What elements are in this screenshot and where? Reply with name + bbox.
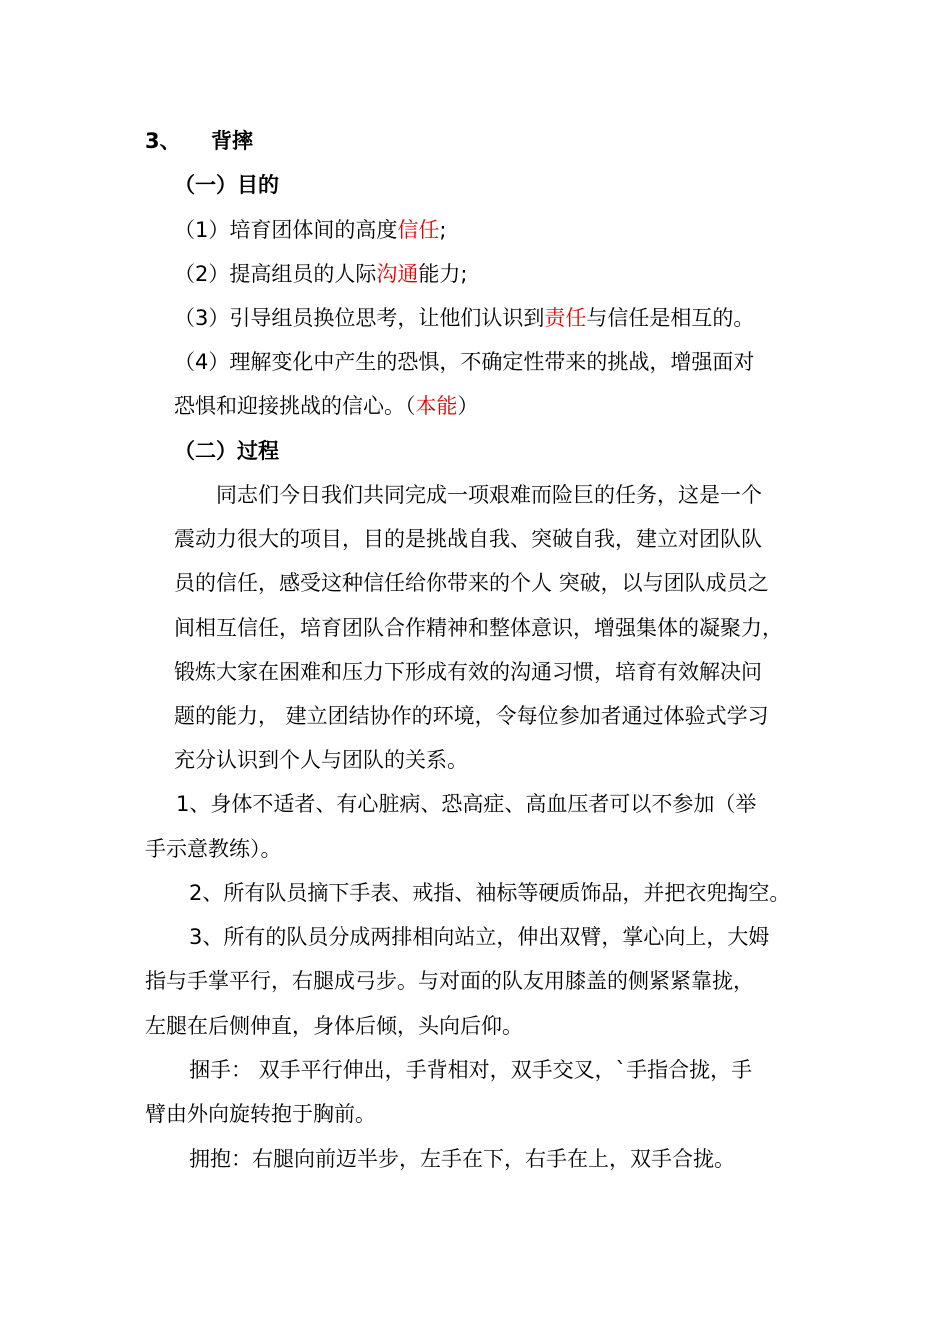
purpose-item-2-text: （2）提高组员的人际 (174, 262, 377, 286)
process-paragraph-line: 锻炼大家在困难和压力下形成有效的沟通习惯，培育有效解决问 (174, 660, 762, 684)
section-title-process: （二）过程 (174, 439, 279, 463)
process-paragraph-line: 同志们今日我们共同完成一项艰难而险巨的任务，这是一个 (216, 483, 762, 507)
heading-title: 背摔 (211, 129, 253, 153)
purpose-item-4-text: 恐惧和迎接挑战的信心。（ (174, 394, 416, 418)
purpose-item-3-text: （3）引导组员换位思考，让他们认识到 (174, 306, 545, 330)
section-title-purpose: （一）目的 (174, 173, 279, 197)
purpose-item-3 (174, 304, 754, 332)
purpose-item-2 (174, 260, 467, 288)
heading-number: 3、 (145, 129, 181, 153)
rule-1-line-1: 1、身体不适者、有心脏病、恐高症、高血压者可以不参加（举 (176, 792, 757, 816)
process-paragraph-line: 题的能力， 建立团结协作的环境，令每位参加者通过体验式学习 (174, 704, 769, 728)
bind-hands-line-1: 捆手： 双手平行伸出，手背相对，双手交叉，`手指合拢，手 (189, 1058, 753, 1082)
rule-3-line-1: 3、所有的队员分成两排相向站立，伸出双臂，掌心向上，大姆 (189, 925, 770, 949)
purpose-item-4-suffix: ） (457, 394, 479, 418)
purpose-item-4-line-2 (174, 392, 479, 420)
process-paragraph-line: 震动力很大的项目，目的是挑战自我、突破自我，建立对团队队 (174, 527, 762, 551)
purpose-item-2-suffix: 能力; (418, 262, 468, 286)
purpose-item-1 (174, 216, 446, 244)
process-paragraph-line: 间相互信任，培育团队合作精神和整体意识，增强集体的凝聚力， (174, 616, 783, 640)
rule-3-line-3: 左腿在后侧伸直，身体后倾，头向后仰。 (145, 1014, 523, 1038)
purpose-item-4-line-1: （4）理解变化中产生的恐惧，不确定性带来的挑战，增强面对 (174, 350, 755, 374)
hug-line: 拥抱：右腿向前迈半步，左手在下，右手在上，双手合拢。 (189, 1147, 735, 1171)
process-paragraph-line: 充分认识到个人与团队的关系。 (174, 748, 468, 772)
rule-1-line-2: 手示意教练）。 (145, 837, 282, 861)
process-paragraph-line: 员的信任，感受这种信任给你带来的个人 突破，以与团队成员之 (174, 571, 769, 595)
purpose-item-1-highlight: 信任 (397, 218, 440, 242)
bind-hands-line-2: 臂由外向旋转抱于胸前。 (145, 1102, 376, 1126)
purpose-item-2-highlight: 沟通 (376, 262, 419, 286)
purpose-item-4-highlight: 本能 (415, 394, 458, 418)
rule-2-line-1: 2、所有队员摘下手表、戒指、袖标等硬质饰品，并把衣兜掏空。 (189, 881, 791, 905)
purpose-item-1-suffix: ; (439, 218, 447, 242)
purpose-item-3-highlight: 责任 (544, 306, 587, 330)
purpose-item-3-suffix: 与信任是相互的。 (586, 306, 755, 330)
purpose-item-1-text: （1）培育团体间的高度 (174, 218, 398, 242)
rule-3-line-2: 指与手掌平行，右腿成弓步。与对面的队友用膝盖的侧紧紧靠拢， (145, 969, 754, 993)
